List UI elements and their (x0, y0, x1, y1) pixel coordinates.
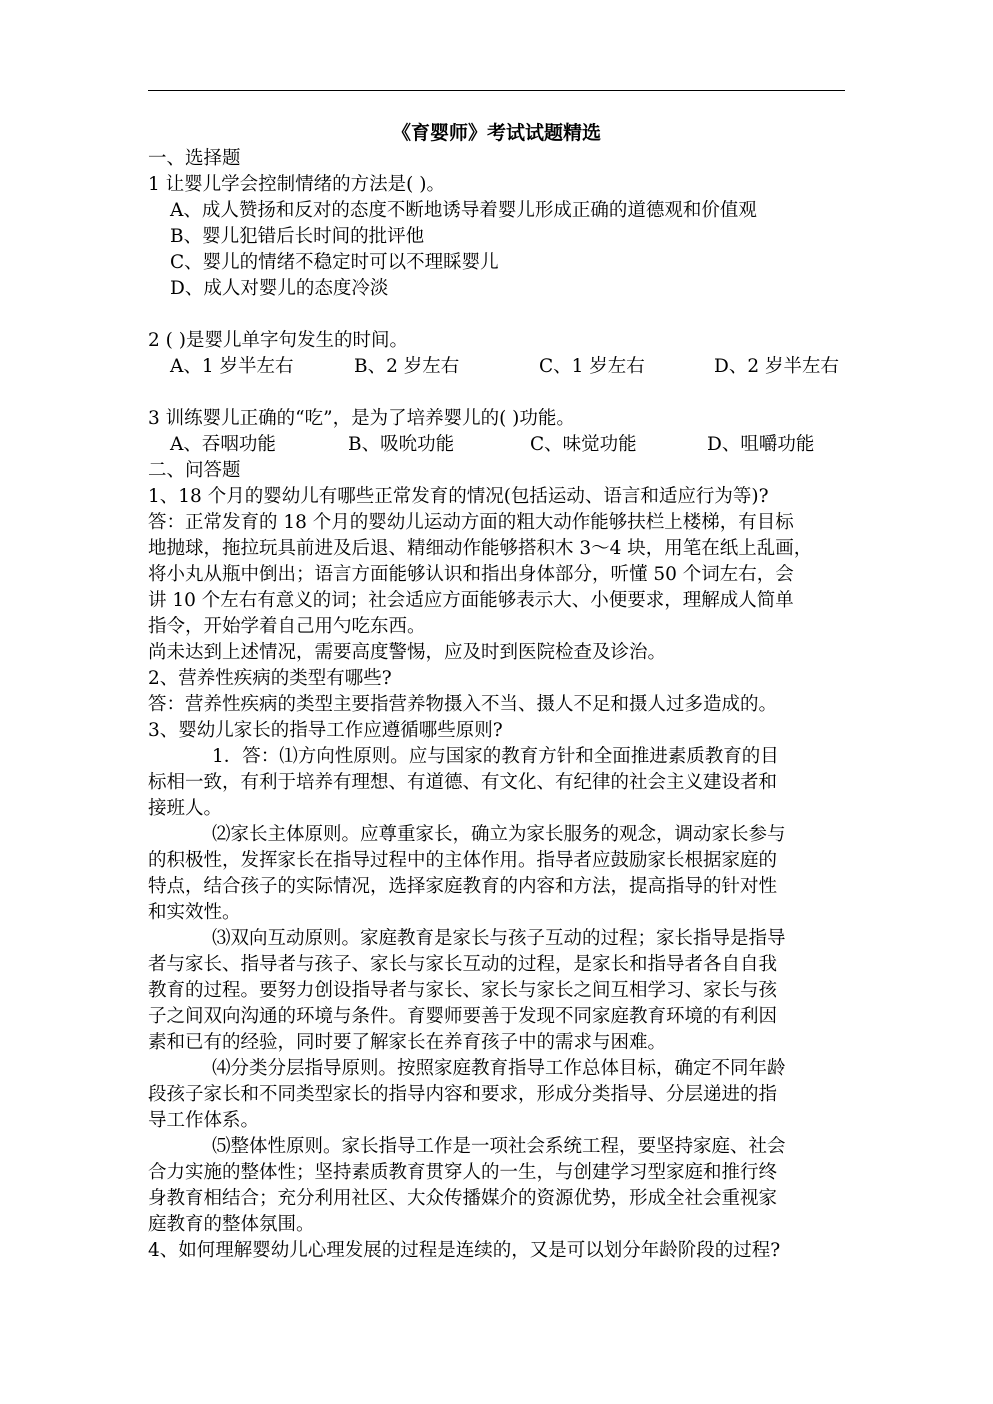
qa-line: 1、18 个月的婴幼儿有哪些正常发育的情况(包括运动、语言和适应行为等)? (148, 486, 769, 507)
question-3-option-d: D、咀嚼功能 (707, 434, 815, 455)
question-3-option-c: C、味觉功能 (530, 434, 637, 455)
qa-line: 标相一致，有利于培养有理想、有道德、有文化、有纪律的社会主义建设者和 (148, 772, 778, 793)
question-2-option-b: B、2 岁左右 (354, 356, 460, 377)
question-1-option-b: B、婴儿犯错后长时间的批评他 (170, 226, 425, 247)
qa-line: 子之间双向沟通的环境与条件。育婴师要善于发现不同家庭教育环境的有利因 (148, 1006, 778, 1027)
qa-line: 答：正常发育的 18 个月的婴幼儿运动方面的粗大动作能够扶栏上楼梯，有目标 (148, 512, 794, 533)
qa-line: 导工作体系。 (148, 1110, 260, 1131)
qa-line: 讲 10 个左右有意义的词；社会适应方面能够表示大、小便要求，理解成人简单 (148, 590, 794, 611)
question-1-stem: 1 让婴儿学会控制情绪的方法是( )。 (148, 174, 445, 195)
qa-line: 接班人。 (148, 798, 223, 819)
qa-line: 1．答：⑴方向性原则。应与国家的教育方针和全面推进素质教育的目 (212, 746, 779, 767)
question-2-stem: 2 ( )是婴儿单字句发生的时间。 (148, 330, 408, 351)
qa-line: ⑶双向互动原则。家庭教育是家长与孩子互动的过程；家长指导是指导 (212, 928, 786, 949)
question-1-option-a: A、成人赞扬和反对的态度不断地诱导着婴儿形成正确的道德观和价值观 (170, 200, 757, 221)
qa-line: 3、婴幼儿家长的指导工作应遵循哪些原则? (148, 720, 503, 741)
qa-line: 答：营养性疾病的类型主要指营养物摄入不当、摄人不足和摄人过多造成的。 (148, 694, 778, 715)
document-title: 《育婴师》考试试题精选 (391, 122, 601, 144)
question-2-option-d: D、2 岁半左右 (714, 356, 839, 377)
qa-line: 身教育相结合；充分利用社区、大众传播媒介的资源优势，形成全社会重视家 (148, 1188, 778, 1209)
question-3-options (170, 432, 850, 458)
qa-line: 的积极性，发挥家长在指导过程中的主体作用。指导者应鼓励家长根据家庭的 (148, 850, 778, 871)
qa-line: 段孩子家长和不同类型家长的指导内容和要求，形成分类指导、分层递进的指 (148, 1084, 778, 1105)
qa-line: ⑵家长主体原则。应尊重家长，确立为家长服务的观念，调动家长参与 (212, 824, 786, 845)
qa-line: ⑸整体性原则。家长指导工作是一项社会系统工程，要坚持家庭、社会 (212, 1136, 786, 1157)
qa-line: 指令，开始学着自己用勺吃东西。 (148, 616, 426, 637)
question-2-option-c: C、1 岁左右 (539, 356, 645, 377)
qa-line: 和实效性。 (148, 902, 241, 923)
qa-line: 庭教育的整体氛围。 (148, 1214, 315, 1235)
section-heading-choice: 一、选择题 (148, 148, 241, 169)
question-1-option-c: C、婴儿的情绪不稳定时可以不理睬婴儿 (170, 252, 499, 273)
question-3-option-b: B、吸吮功能 (348, 434, 455, 455)
question-3-option-a: A、吞咽功能 (170, 434, 276, 455)
qa-line: 地抛球，拖拉玩具前进及后退、精细动作能够搭积木 3～4 块，用笔在纸上乱画， (148, 538, 813, 559)
qa-line: 者与家长、指导者与孩子、家长与家长互动的过程，是家长和指导者各自自我 (148, 954, 778, 975)
question-2-option-a: A、1 岁半左右 (170, 356, 294, 377)
question-3-stem: 3 训练婴儿正确的“吃”，是为了培养婴儿的( )功能。 (148, 408, 575, 429)
qa-line: 尚未达到上述情况，需要高度警惕，应及时到医院检查及诊治。 (148, 642, 667, 663)
qa-line: 素和已有的经验，同时要了解家长在养育孩子中的需求与困难。 (148, 1032, 667, 1053)
qa-line: ⑷分类分层指导原则。按照家庭教育指导工作总体目标，确定不同年龄 (212, 1058, 786, 1079)
question-1-option-d: D、成人对婴儿的态度冷淡 (170, 278, 389, 299)
qa-line: 2、营养性疾病的类型有哪些? (148, 668, 392, 689)
qa-line: 教育的过程。要努力创设指导者与家长、家长与家长之间互相学习、家长与孩 (148, 980, 778, 1001)
qa-line: 合力实施的整体性；坚持素质教育贯穿人的一生，与创建学习型家庭和推行终 (148, 1162, 778, 1183)
qa-line: 特点，结合孩子的实际情况，选择家庭教育的内容和方法，提高指导的针对性 (148, 876, 778, 897)
question-2-options (170, 354, 850, 380)
qa-line: 4、如何理解婴幼儿心理发展的过程是连续的，又是可以划分年龄阶段的过程? (148, 1240, 781, 1261)
qa-line: 将小丸从瓶中倒出；语言方面能够认识和指出身体部分，听懂 50 个词左右，会 (148, 564, 794, 585)
header-rule (148, 90, 845, 91)
section-heading-qa: 二、问答题 (148, 460, 241, 481)
